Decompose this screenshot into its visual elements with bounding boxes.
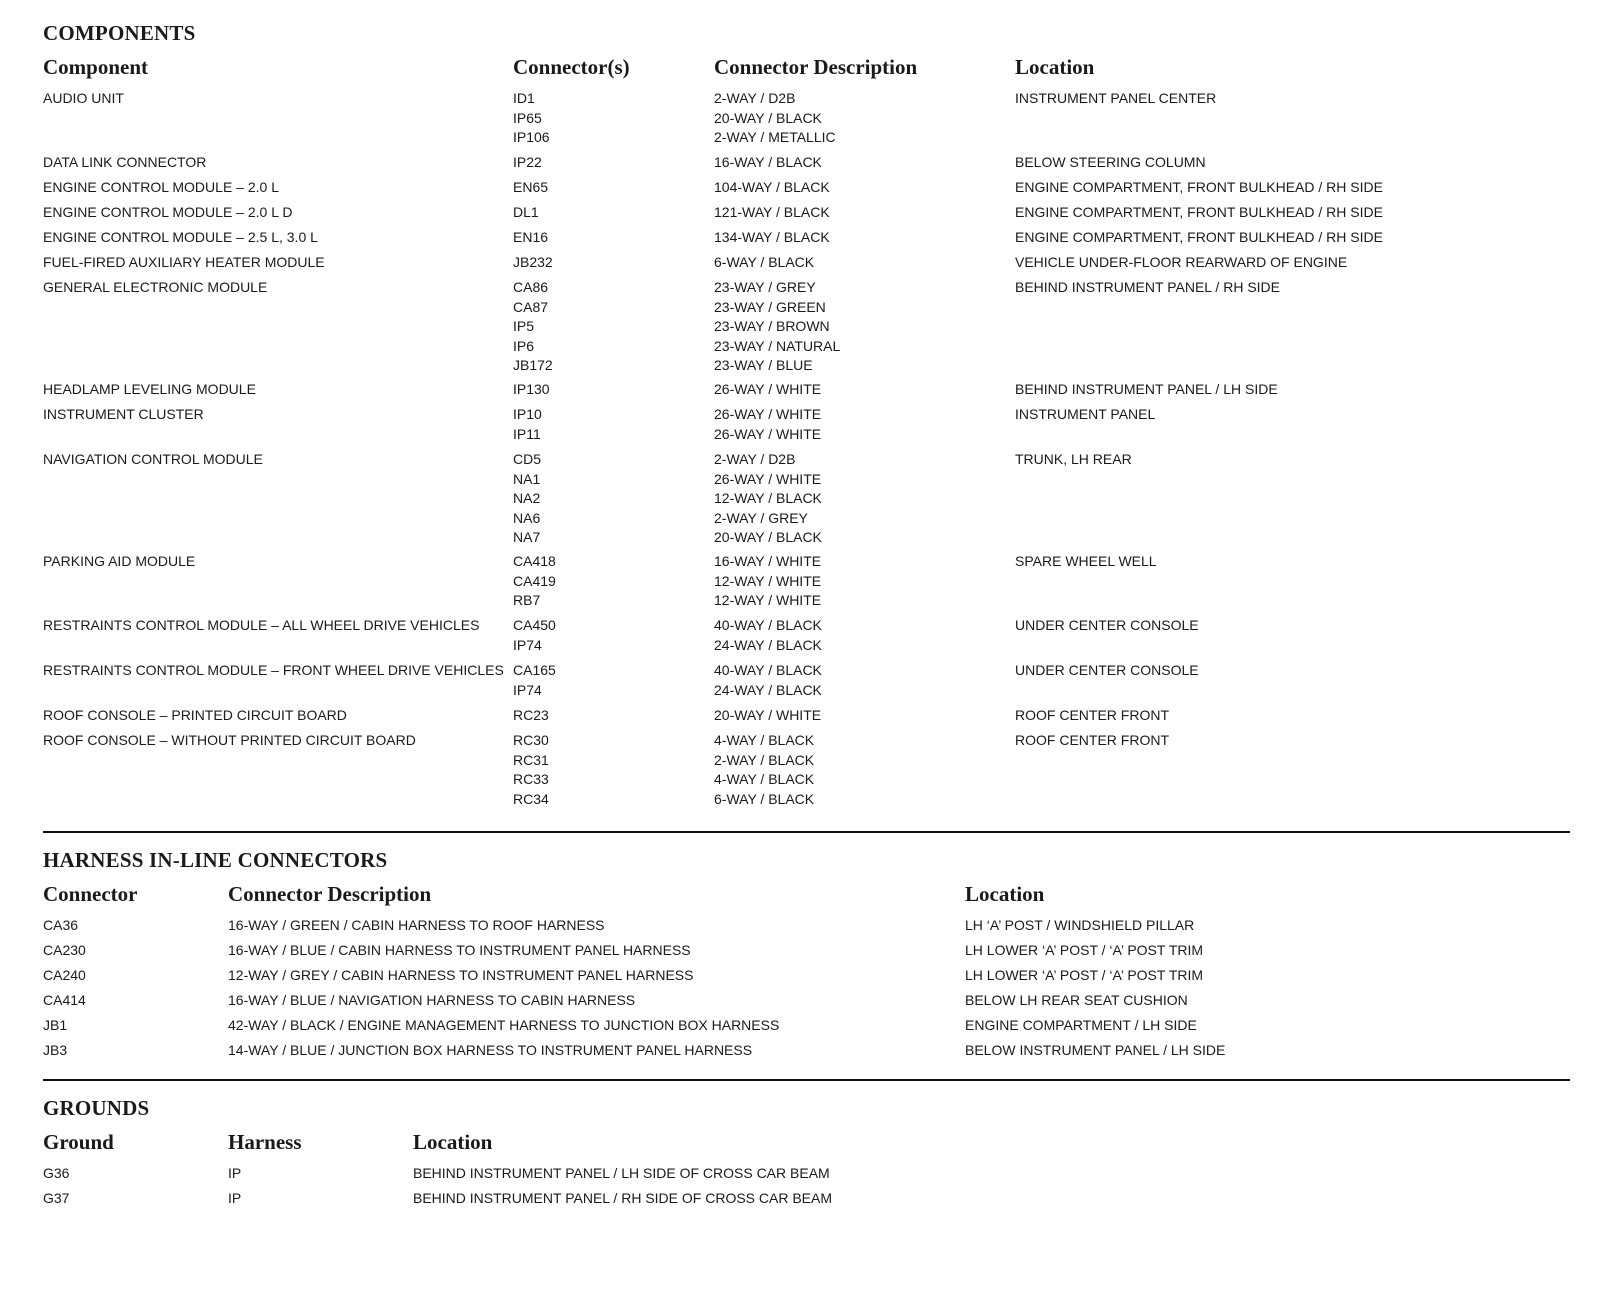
connector-id: IP6 bbox=[513, 337, 535, 354]
connector-description-list bbox=[714, 405, 821, 444]
harness-connector-location: ENGINE COMPARTMENT / LH SIDE bbox=[965, 1017, 1197, 1033]
connector-list bbox=[513, 450, 541, 548]
connector-id: IP130 bbox=[513, 381, 550, 397]
component-name: HEADLAMP LEVELING MODULE bbox=[43, 381, 256, 397]
ground-column-header: Ground bbox=[43, 1130, 114, 1154]
component-name: DATA LINK CONNECTOR bbox=[43, 154, 207, 170]
connector-description-list bbox=[714, 616, 822, 655]
harness-connector-description: 12-WAY / GREY / CABIN HARNESS TO INSTRUMENT PANEL HARNESS bbox=[228, 967, 694, 983]
connector-id: RC23 bbox=[513, 707, 549, 723]
connector-list bbox=[513, 178, 548, 198]
connector-description: 20-WAY / BLACK bbox=[714, 109, 822, 126]
ground-harness: IP bbox=[228, 1190, 242, 1206]
connector-description: 24-WAY / BLACK bbox=[714, 681, 822, 698]
connector-description: 20-WAY / WHITE bbox=[714, 707, 822, 723]
component-location: VEHICLE UNDER-FLOOR REARWARD OF ENGINE bbox=[1015, 254, 1348, 270]
connector-id: IP106 bbox=[513, 129, 550, 145]
component-location: INSTRUMENT PANEL CENTER bbox=[1015, 90, 1217, 106]
connector-description: 12-WAY / WHITE bbox=[714, 592, 822, 608]
connector-list bbox=[513, 253, 553, 273]
connector-description-list bbox=[714, 450, 822, 548]
connector-id: CA450 bbox=[513, 617, 556, 633]
connector-description-list bbox=[714, 153, 822, 173]
connector-description-list bbox=[714, 278, 840, 376]
connector-list bbox=[513, 706, 549, 726]
connector-description: 2-WAY / BLACK bbox=[714, 751, 815, 768]
connector-id: IP74 bbox=[513, 681, 542, 698]
connector-list bbox=[513, 731, 549, 809]
connector-description-list bbox=[714, 731, 814, 809]
connector-id: NA1 bbox=[513, 470, 541, 487]
connector-id: CA86 bbox=[513, 279, 549, 295]
component-location: SPARE WHEEL WELL bbox=[1015, 553, 1157, 569]
connector-description: 134-WAY / BLACK bbox=[714, 229, 830, 245]
connector-id: NA6 bbox=[513, 509, 541, 526]
connector-description: 26-WAY / WHITE bbox=[714, 381, 822, 397]
component-name: ENGINE CONTROL MODULE – 2.0 L bbox=[43, 179, 279, 195]
connector-list bbox=[513, 278, 553, 376]
connector-id: EN16 bbox=[513, 229, 549, 245]
component-location: ENGINE COMPARTMENT, FRONT BULKHEAD / RH SIDE bbox=[1015, 229, 1383, 245]
harness-connector-id: CA36 bbox=[43, 917, 79, 933]
component-name: RESTRAINTS CONTROL MODULE – FRONT WHEEL DRIVE VEHICLES bbox=[43, 662, 504, 678]
harness-connector-description: 42-WAY / BLACK / ENGINE MANAGEMENT HARNESS TO JUNCTION BOX HARNESS bbox=[228, 1017, 780, 1033]
connector-id: CA419 bbox=[513, 572, 556, 589]
component-name: INSTRUMENT CLUSTER bbox=[43, 406, 204, 422]
ground-id: G37 bbox=[43, 1190, 70, 1206]
connector-id: IP5 bbox=[513, 318, 535, 334]
ground-id: G36 bbox=[43, 1165, 70, 1181]
component-column-header: Component bbox=[43, 55, 149, 79]
connector-id: IP10 bbox=[513, 406, 542, 422]
ground-location: BEHIND INSTRUMENT PANEL / LH SIDE OF CROSS CAR BEAM bbox=[413, 1165, 830, 1181]
connector-id: RB7 bbox=[513, 592, 541, 608]
connector-id: JB172 bbox=[513, 357, 553, 373]
connector-description: 16-WAY / BLACK bbox=[714, 154, 822, 170]
component-name: RESTRAINTS CONTROL MODULE – ALL WHEEL DRIVE VEHICLES bbox=[43, 617, 480, 633]
connector-list bbox=[513, 552, 556, 611]
connector-description: 23-WAY / BROWN bbox=[714, 318, 830, 334]
harness-connector-location: LH LOWER ‘A’ POST / ‘A’ POST TRIM bbox=[965, 942, 1204, 958]
connector-description: 6-WAY / BLACK bbox=[714, 254, 815, 270]
component-name: FUEL-FIRED AUXILIARY HEATER MODULE bbox=[43, 254, 325, 270]
connector-description: 104-WAY / BLACK bbox=[714, 179, 830, 195]
ground-location-column-header: Location bbox=[413, 1130, 493, 1154]
component-location: BEHIND INSTRUMENT PANEL / RH SIDE bbox=[1015, 279, 1281, 295]
component-location: UNDER CENTER CONSOLE bbox=[1015, 617, 1199, 633]
connector-description: 20-WAY / BLACK bbox=[714, 529, 822, 545]
connector-description: 121-WAY / BLACK bbox=[714, 204, 830, 220]
component-location: INSTRUMENT PANEL bbox=[1015, 406, 1156, 422]
connector-id: EN65 bbox=[513, 179, 549, 195]
component-location: ENGINE COMPARTMENT, FRONT BULKHEAD / RH SIDE bbox=[1015, 204, 1383, 220]
connector-description: 12-WAY / BLACK bbox=[714, 490, 822, 506]
connector-id: DL1 bbox=[513, 204, 539, 220]
connector-list bbox=[513, 89, 550, 148]
connector-description-list bbox=[714, 552, 821, 611]
harness-connector-location: LH LOWER ‘A’ POST / ‘A’ POST TRIM bbox=[965, 967, 1204, 983]
connector-description: 2-WAY / D2B bbox=[714, 451, 796, 467]
component-location: TRUNK, LH REAR bbox=[1015, 451, 1132, 467]
connector-id: RC34 bbox=[513, 790, 549, 807]
connector-description: 6-WAY / BLACK bbox=[714, 790, 815, 807]
connector-description-list bbox=[714, 380, 821, 400]
connector-description: 40-WAY / BLACK bbox=[714, 662, 822, 678]
harness-connector-id: CA240 bbox=[43, 967, 86, 983]
component-name: ENGINE CONTROL MODULE – 2.5 L, 3.0 L bbox=[43, 229, 318, 245]
component-name: ENGINE CONTROL MODULE – 2.0 L D bbox=[43, 204, 293, 220]
connector-id: IP65 bbox=[513, 109, 542, 126]
connector-description: 4-WAY / BLACK bbox=[714, 771, 815, 787]
connector-id: RC30 bbox=[513, 732, 549, 748]
connector-description-list bbox=[714, 706, 821, 726]
connector-description-list bbox=[714, 178, 830, 198]
component-name: ROOF CONSOLE – WITHOUT PRINTED CIRCUIT BOARD bbox=[43, 732, 416, 748]
component-location: BEHIND INSTRUMENT PANEL / LH SIDE bbox=[1015, 381, 1278, 397]
connector-list bbox=[513, 405, 542, 444]
connector-description-list bbox=[714, 253, 814, 273]
connector-id: NA2 bbox=[513, 490, 541, 506]
harness-description-column-header: Connector Description bbox=[228, 882, 432, 906]
connector-description: 2-WAY / METALLIC bbox=[714, 129, 836, 145]
connector-description: 12-WAY / WHITE bbox=[714, 572, 822, 589]
connector-description: 23-WAY / GREY bbox=[714, 279, 816, 295]
connector-id: CD5 bbox=[513, 451, 542, 467]
harness-connector-location: LH ‘A’ POST / WINDSHIELD PILLAR bbox=[965, 917, 1195, 933]
harness-connector-column-header: Connector bbox=[43, 882, 138, 906]
component-location: UNDER CENTER CONSOLE bbox=[1015, 662, 1199, 678]
connector-id: ID1 bbox=[513, 90, 535, 106]
connector-list bbox=[513, 228, 548, 248]
section-divider bbox=[43, 831, 1570, 833]
harness-connector-id: CA414 bbox=[43, 992, 86, 1008]
connector-list bbox=[513, 661, 556, 700]
component-location: ROOF CENTER FRONT bbox=[1015, 732, 1169, 748]
connector-description-list bbox=[714, 661, 822, 700]
connector-description-list bbox=[714, 89, 836, 148]
connector-description: 26-WAY / WHITE bbox=[714, 406, 822, 422]
grounds-section-title: GROUNDS bbox=[43, 1096, 150, 1120]
harness-connector-description: 14-WAY / BLUE / JUNCTION BOX HARNESS TO INSTRUMENT PANEL HARNESS bbox=[228, 1042, 753, 1058]
component-name: NAVIGATION CONTROL MODULE bbox=[43, 451, 263, 467]
connector-description: 16-WAY / WHITE bbox=[714, 553, 822, 569]
connector-id: CA165 bbox=[513, 662, 556, 678]
connector-id: IP22 bbox=[513, 154, 542, 170]
connector-description: 4-WAY / BLACK bbox=[714, 732, 815, 748]
connector-list bbox=[513, 616, 556, 655]
connector-description: 23-WAY / NATURAL bbox=[714, 337, 841, 354]
component-name: AUDIO UNIT bbox=[43, 90, 124, 106]
ground-harness: IP bbox=[228, 1165, 242, 1181]
harness-connector-id: JB3 bbox=[43, 1042, 68, 1058]
connector-description: 2-WAY / GREY bbox=[714, 509, 808, 526]
harness-location-column-header: Location bbox=[965, 882, 1045, 906]
component-name: GENERAL ELECTRONIC MODULE bbox=[43, 279, 268, 295]
connector-description: 26-WAY / WHITE bbox=[714, 470, 822, 487]
connector-id: CA418 bbox=[513, 553, 556, 569]
component-name: PARKING AID MODULE bbox=[43, 553, 196, 569]
harness-connector-description: 16-WAY / BLUE / CABIN HARNESS TO INSTRUMENT PANEL HARNESS bbox=[228, 942, 691, 958]
section-divider bbox=[43, 1079, 1570, 1081]
harness-connector-location: BELOW LH REAR SEAT CUSHION bbox=[965, 992, 1188, 1008]
component-location: BELOW STEERING COLUMN bbox=[1015, 154, 1206, 170]
connector-description: 40-WAY / BLACK bbox=[714, 617, 822, 633]
connector-description-column-header: Connector Description bbox=[714, 55, 918, 79]
harness-section-title: HARNESS IN-LINE CONNECTORS bbox=[43, 848, 388, 872]
connector-id: NA7 bbox=[513, 529, 541, 545]
connector-list bbox=[513, 203, 539, 223]
harness-connector-description: 16-WAY / GREEN / CABIN HARNESS TO ROOF HARNESS bbox=[228, 917, 605, 933]
connector-description-list bbox=[714, 228, 830, 248]
components-section-title: COMPONENTS bbox=[43, 21, 196, 45]
component-location: ROOF CENTER FRONT bbox=[1015, 707, 1169, 723]
connector-id: IP11 bbox=[513, 425, 541, 442]
connector-description: 23-WAY / GREEN bbox=[714, 298, 826, 315]
connector-list bbox=[513, 153, 542, 173]
harness-connector-description: 16-WAY / BLUE / NAVIGATION HARNESS TO CABIN HARNESS bbox=[228, 992, 636, 1008]
connector-description: 23-WAY / BLUE bbox=[714, 357, 813, 373]
connector-id: RC33 bbox=[513, 771, 549, 787]
connector-id: CA87 bbox=[513, 298, 549, 315]
location-column-header: Location bbox=[1015, 55, 1095, 79]
connector-id: RC31 bbox=[513, 751, 549, 768]
component-location: ENGINE COMPARTMENT, FRONT BULKHEAD / RH SIDE bbox=[1015, 179, 1383, 195]
harness-connector-location: BELOW INSTRUMENT PANEL / LH SIDE bbox=[965, 1042, 1226, 1058]
ground-location: BEHIND INSTRUMENT PANEL / RH SIDE OF CROSS CAR BEAM bbox=[413, 1190, 833, 1206]
component-name: ROOF CONSOLE – PRINTED CIRCUIT BOARD bbox=[43, 707, 347, 723]
connector-description: 26-WAY / WHITE bbox=[714, 425, 822, 442]
connector-description: 24-WAY / BLACK bbox=[714, 636, 822, 653]
connector-id: IP74 bbox=[513, 636, 542, 653]
connector-description: 2-WAY / D2B bbox=[714, 90, 796, 106]
ground-harness-column-header: Harness bbox=[228, 1130, 302, 1154]
connector-id: JB232 bbox=[513, 254, 553, 270]
connector-list bbox=[513, 380, 550, 400]
harness-connector-id: CA230 bbox=[43, 942, 86, 958]
connectors-column-header: Connector(s) bbox=[513, 55, 630, 79]
harness-connector-id: JB1 bbox=[43, 1017, 68, 1033]
connector-description-list bbox=[714, 203, 830, 223]
